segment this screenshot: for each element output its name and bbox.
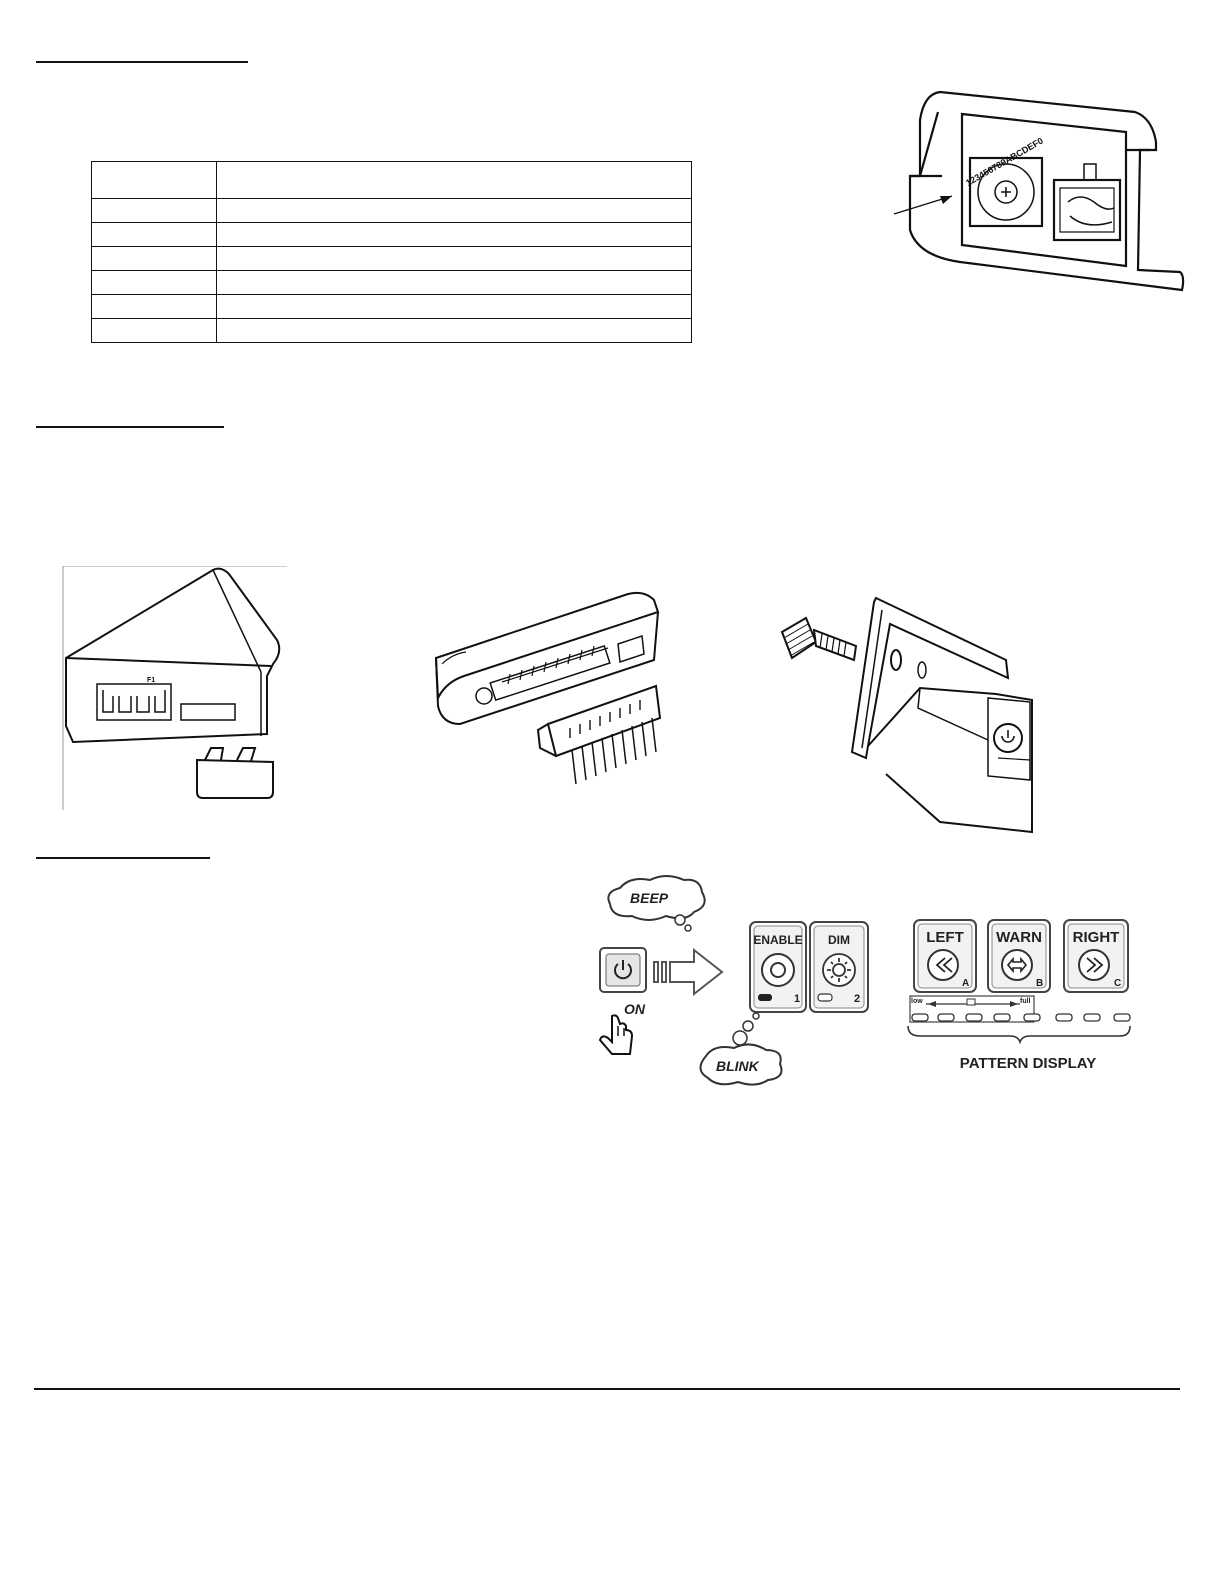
control-panel-illustration	[590, 870, 1150, 1090]
left-letter: A	[962, 978, 970, 989]
enable-label: ENABLE	[753, 933, 803, 947]
hand-pointer-icon	[600, 1015, 632, 1054]
table-cell	[92, 199, 217, 223]
on-label: ON	[624, 1001, 645, 1017]
table-cell	[217, 271, 692, 295]
table-cell	[217, 247, 692, 271]
table-row	[92, 271, 692, 295]
warn-letter: B	[1036, 978, 1044, 989]
table-cell	[217, 319, 692, 343]
mounting-bracket-illustration	[770, 590, 1040, 834]
dim-indicator-led	[818, 994, 832, 1001]
table-cell	[92, 319, 217, 343]
table-cell	[92, 295, 217, 319]
right-label: RIGHT	[1072, 929, 1120, 946]
table-cell	[92, 271, 217, 295]
pattern-led	[966, 1014, 982, 1021]
scale-low-label: low	[911, 998, 923, 1005]
connector-plug-illustration	[430, 578, 666, 792]
pattern-led	[1084, 1014, 1100, 1021]
pattern-led	[1024, 1014, 1040, 1021]
pattern-led	[938, 1014, 954, 1021]
section-3-heading-rule	[36, 857, 210, 859]
dim-sun-icon	[823, 954, 855, 986]
table-cell	[217, 162, 692, 199]
scale-full-label: full	[1020, 998, 1031, 1005]
table-cell	[92, 223, 217, 247]
table-row	[92, 247, 692, 271]
beep-label: BEEP	[630, 890, 669, 906]
fuse-mark-label: F1	[147, 677, 156, 684]
table-row	[92, 199, 692, 223]
pattern-led	[912, 1014, 928, 1021]
enable-indicator-led	[758, 994, 772, 1001]
right-letter: C	[1114, 978, 1122, 989]
section-2-heading-rule	[36, 426, 224, 428]
table-cell	[217, 223, 692, 247]
pattern-display-label: PATTERN DISPLAY	[959, 1055, 1097, 1072]
device-rotary-switch-illustration	[880, 80, 1190, 300]
dim-number: 2	[854, 993, 861, 1005]
enable-number: 1	[794, 993, 801, 1005]
rotary-digits-label: 123456789ABCDEF0	[964, 135, 1045, 188]
warn-label: WARN	[996, 929, 1042, 946]
section-1-heading-rule	[36, 61, 248, 63]
table-row	[92, 295, 692, 319]
table-cell	[217, 199, 692, 223]
pattern-led	[1114, 1014, 1130, 1021]
table-header-row	[92, 162, 692, 199]
left-label: LEFT	[926, 929, 964, 946]
blink-label: BLINK	[716, 1058, 759, 1074]
table-cell	[92, 247, 217, 271]
table-cell	[217, 295, 692, 319]
pattern-display-leds	[912, 1014, 1130, 1021]
footer-rule	[34, 1388, 1180, 1390]
pattern-display-brace	[908, 1026, 1130, 1042]
pattern-led	[994, 1014, 1010, 1021]
table-row	[92, 319, 692, 343]
table-row	[92, 223, 692, 247]
pattern-led	[1056, 1014, 1072, 1021]
dim-label: DIM	[828, 933, 850, 947]
table-cell	[92, 162, 217, 199]
settings-table	[91, 161, 692, 343]
arrow-icon	[654, 950, 722, 994]
fuse-device-illustration	[61, 566, 287, 810]
